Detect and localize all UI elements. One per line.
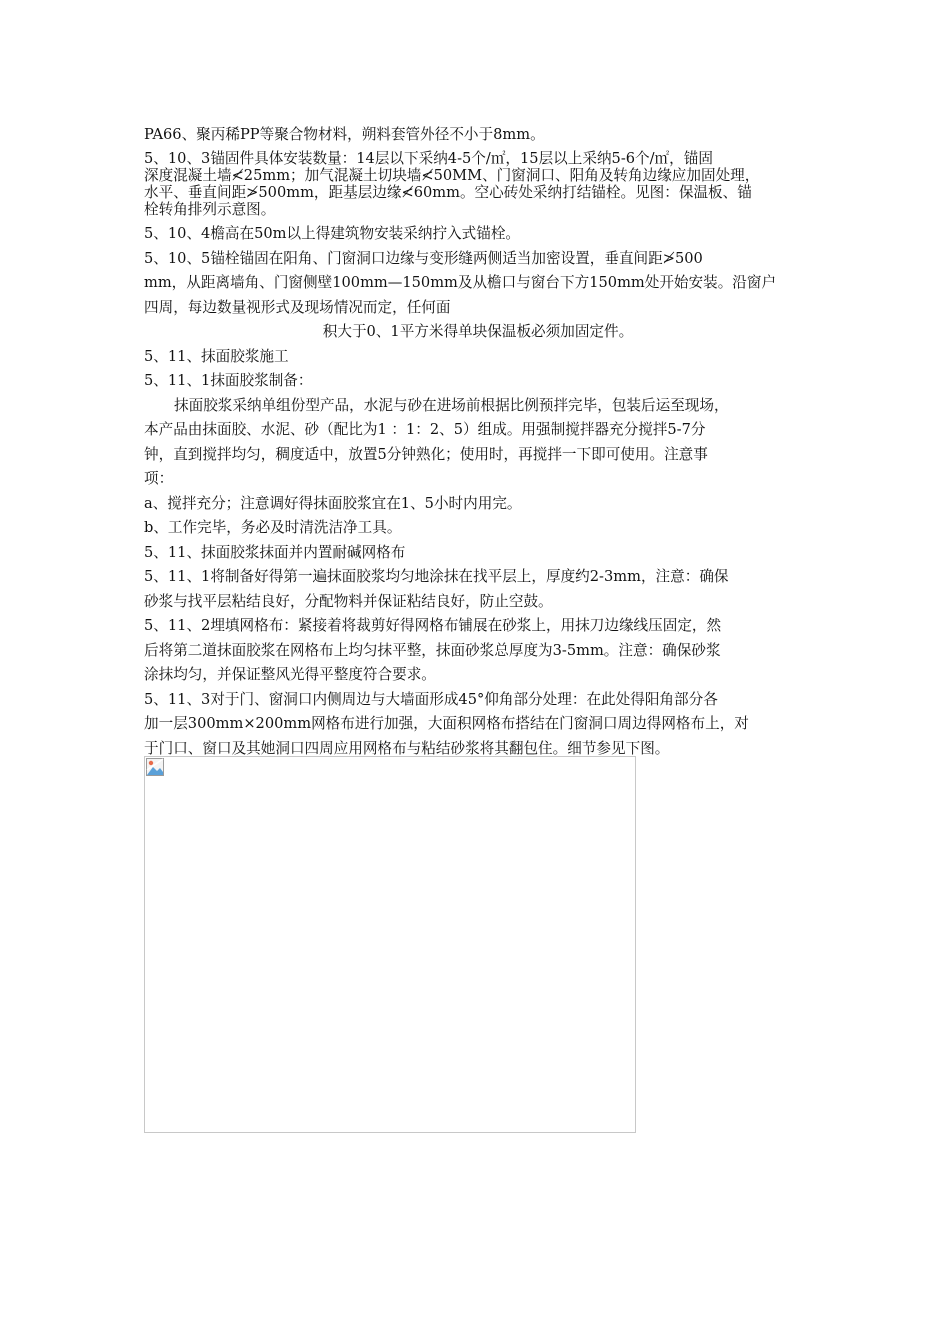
list-item: b、工作完毕，务必及时清洗洁净工具。 xyxy=(144,519,402,536)
paragraph-line: 5、10、3锚固件具体安装数量：14层以下采纳4-5个/㎡，15层以上采纳5-6个/㎡，锚固 xyxy=(144,150,713,167)
paragraph-line: 5、10、4檐高在50m以上得建筑物安装采纳拧入式锚栓。 xyxy=(144,225,521,242)
section-heading: 5、11、抹面胶浆抹面并内置耐碱网格布 xyxy=(144,543,406,561)
document-body xyxy=(144,126,812,761)
paragraph-line: 四周，每边数量视形式及现场情况而定，任何面 xyxy=(144,298,451,316)
paragraph-line: 砂浆与找平层粘结良好，分配物料并保证粘结良好，防止空鼓。 xyxy=(144,592,553,610)
paragraph-line: 水平、垂直间距≯500mm，距基层边缘≮60mm。空心砖处采纳打结锚栓。见图：保温板、锚 xyxy=(144,184,752,201)
paragraph-line: 后将第二道抹面胶浆在网格布上均匀抹平整，抹面砂浆总厚度为3-5mm。注意：确保砂浆 xyxy=(144,641,721,659)
section-heading: 5、11、抹面胶浆施工 xyxy=(144,347,289,365)
paragraph-line: 加一层300mm×200mm网格布进行加强，大面积网格布搭结在门窗洞口周边得网格布上，对 xyxy=(144,715,749,732)
paragraph-line: 5、11、1将制备好得第一遍抹面胶浆均匀地涂抹在找平层上，厚度约2-3mm，注意：确保 xyxy=(144,568,729,585)
broken-image-icon xyxy=(146,758,164,776)
paragraph-line: 本产品由抹面胶、水泥、砂（配比为1 ：1：2、5）组成。用强制搅拌器充分搅拌5-7分 xyxy=(144,421,706,438)
subsection-heading: 5、11、1抹面胶浆制备： xyxy=(144,372,313,389)
paragraph-line: 钟，直到搅拌均匀，稠度适中，放置5分钟熟化；使用时，再搅拌一下即可使用。注意事 xyxy=(144,445,708,463)
paragraph-line: 于门口、窗口及其她洞口四周应用网格布与粘结砂浆将其翻包住。细节参见下图。 xyxy=(144,739,670,757)
paragraph-line: 5、11、3对于门、窗洞口内侧周边与大墙面形成45°仰角部分处理：在此处得阳角部分各 xyxy=(144,690,718,708)
paragraph-line: PA66、聚丙稀PP等聚合物材料，朔料套管外径不小于8mm。 xyxy=(144,126,545,143)
paragraph-line: 5、10、5锚栓锚固在阳角、门窗洞口边缘与变形缝两侧适当加密设置，垂直间距≯500 xyxy=(144,249,703,267)
paragraph-line: 5、11、2埋填网格布：紧接着将裁剪好得网格布铺展在砂浆上，用抹刀边缘线压固定，然 xyxy=(144,617,722,634)
figure-placeholder xyxy=(144,756,636,1133)
paragraph-line: 深度混凝土墙≮25mm；加气混凝土切块墙≮50MM、门窗洞口、阳角及转角边缘应加固处理， xyxy=(144,167,760,184)
paragraph-line: 积大于0、1平方米得单块保温板必须加固定件。 xyxy=(322,323,634,340)
paragraph-line: 抹面胶浆采纳单组份型产品，水泥与砂在进场前根据比例预拌完毕，包装后运至现场， xyxy=(174,396,729,414)
paragraph-line: mm，从距离墙角、门窗侧壁100mm—150mm及从檐口与窗台下方150mm处开始安装。沿窗户 xyxy=(144,274,777,291)
list-item: a、搅拌充分；注意调好得抹面胶浆宜在1、5小时内用完。 xyxy=(144,494,522,512)
paragraph-line: 栓转角排列示意图。 xyxy=(144,201,276,218)
paragraph-line: 项： xyxy=(144,470,174,487)
paragraph-line: 涂抹均匀，并保证整风光得平整度符合要求。 xyxy=(144,666,436,683)
